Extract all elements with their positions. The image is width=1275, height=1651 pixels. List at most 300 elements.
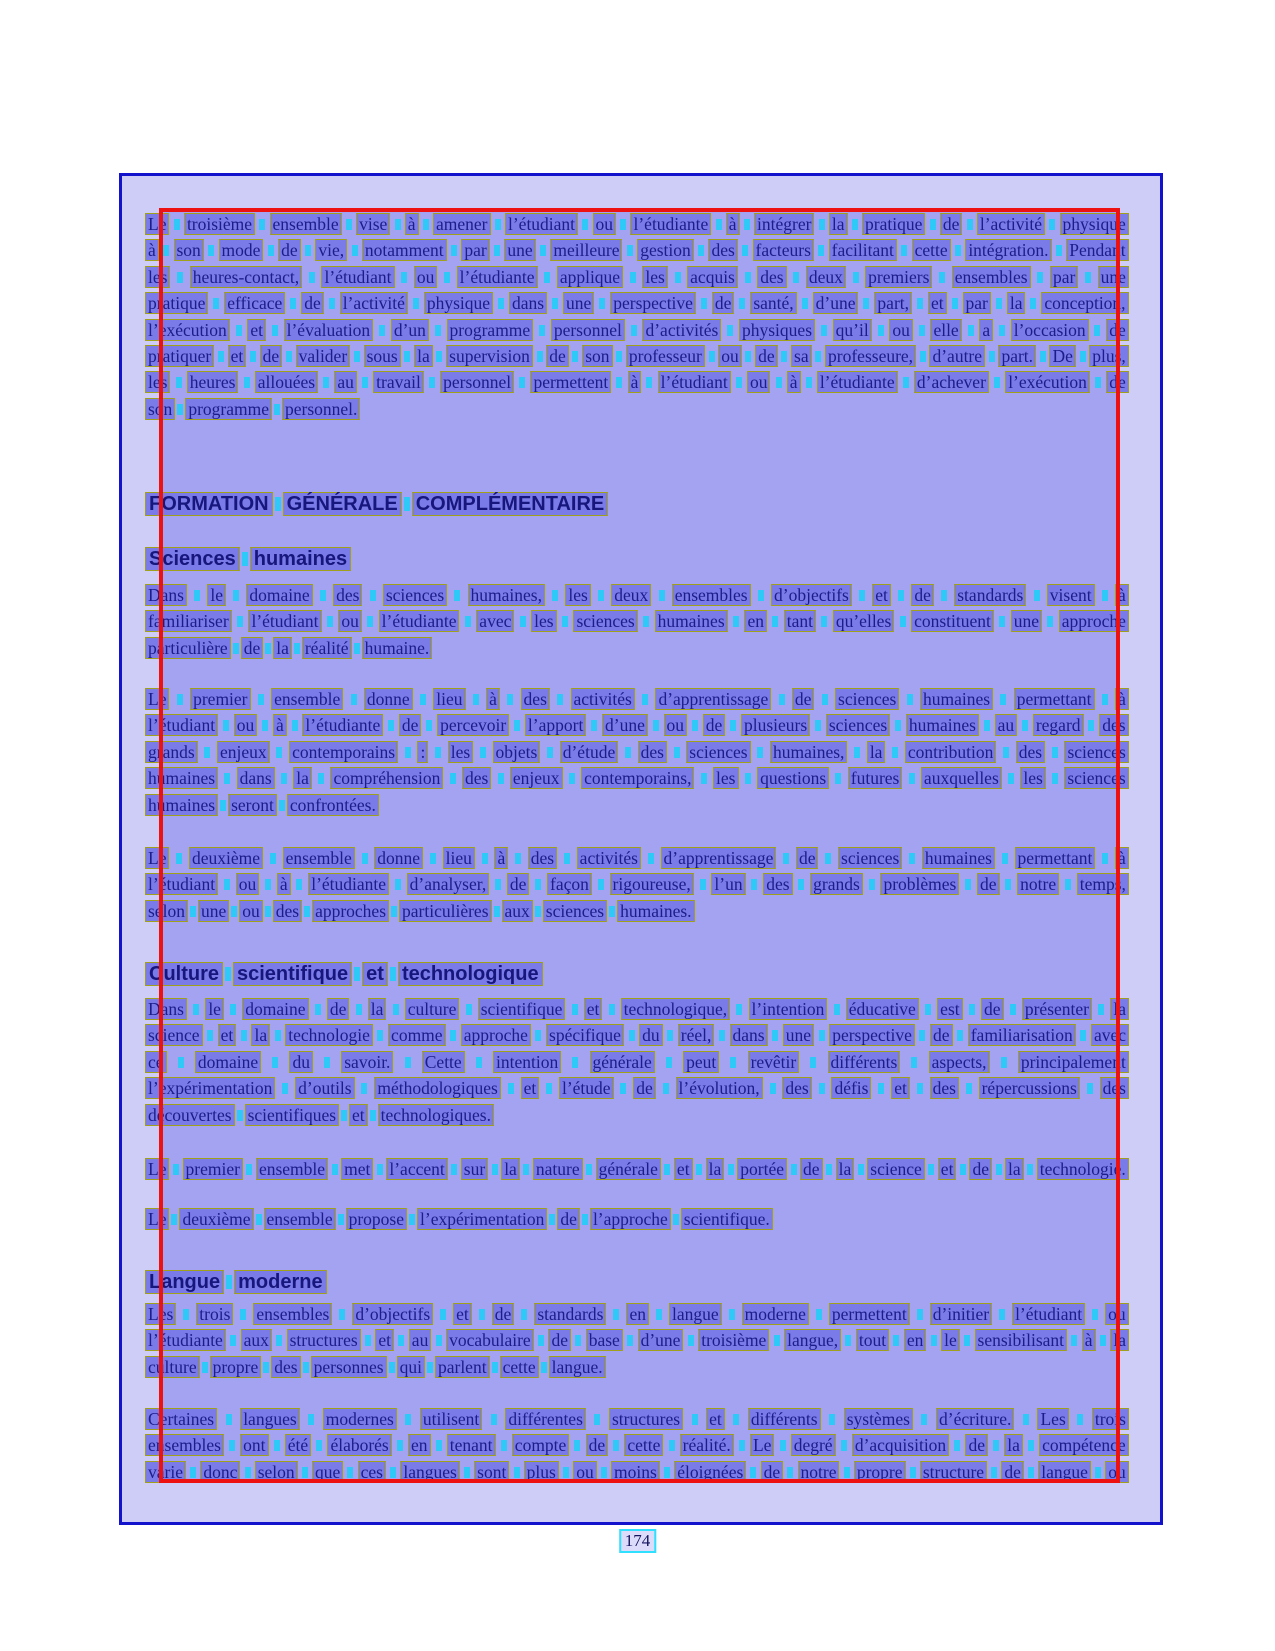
word: d’achever	[914, 371, 989, 393]
space-marker	[821, 325, 827, 336]
space-marker	[367, 616, 373, 627]
word: structure	[920, 1461, 987, 1483]
word: particulières	[399, 900, 491, 922]
space-marker	[1027, 1164, 1033, 1175]
word: de	[755, 345, 778, 367]
space-marker	[574, 1440, 580, 1451]
word: pratique	[145, 292, 208, 314]
word: l’étudiant	[321, 266, 394, 288]
word: méthodologiques	[374, 1077, 501, 1099]
word: les	[531, 610, 556, 632]
space-marker	[275, 497, 281, 511]
space-marker	[270, 853, 276, 864]
word: de	[492, 1303, 515, 1325]
word: moderne	[742, 1303, 809, 1325]
space-marker	[466, 1004, 472, 1015]
space-marker	[1100, 1335, 1106, 1346]
word: scientifiques	[245, 1104, 339, 1126]
space-marker	[921, 1414, 927, 1425]
space-marker	[354, 643, 360, 654]
word: compétence	[1039, 1434, 1129, 1456]
space-marker	[281, 773, 287, 784]
word: savoir.	[341, 1051, 393, 1073]
word: langue	[669, 1303, 722, 1325]
space-marker	[572, 1004, 578, 1015]
word: les	[145, 266, 170, 288]
paragraph	[145, 998, 1129, 1130]
space-marker	[501, 1440, 507, 1451]
word: d’une	[638, 1329, 684, 1351]
space-marker	[643, 616, 649, 627]
space-marker	[994, 377, 1000, 388]
word: premier	[183, 1158, 243, 1180]
word: elle	[930, 319, 961, 341]
word: activités	[571, 688, 635, 710]
word: vise	[356, 213, 390, 235]
word: deuxième	[179, 1208, 253, 1230]
space-marker	[451, 245, 457, 256]
paragraph	[145, 1158, 1129, 1184]
space-marker	[537, 351, 543, 362]
word: des	[1100, 1077, 1129, 1099]
space-marker	[709, 351, 715, 362]
space-marker	[362, 377, 368, 388]
space-marker	[361, 1083, 367, 1094]
word: culture	[405, 998, 460, 1020]
word: par	[1050, 266, 1078, 288]
word: de	[911, 584, 934, 606]
space-marker	[673, 1214, 679, 1225]
space-marker	[290, 298, 296, 309]
space-marker	[520, 616, 526, 627]
word: deux	[611, 584, 651, 606]
word: confrontées.	[287, 794, 379, 816]
space-marker	[853, 272, 859, 283]
space-marker	[815, 351, 821, 362]
word: à	[1115, 688, 1129, 710]
space-marker	[845, 1335, 851, 1346]
word: sciences	[686, 741, 750, 763]
word: de	[557, 1208, 580, 1230]
space-marker	[230, 1335, 236, 1346]
space-marker	[1102, 694, 1108, 705]
space-marker	[420, 694, 426, 705]
word: d’étude	[560, 741, 618, 763]
word: sensibilisant	[975, 1329, 1068, 1351]
word: permettent	[829, 1303, 910, 1325]
word: et	[584, 998, 603, 1020]
word: à	[273, 714, 287, 736]
space-marker	[646, 377, 652, 388]
space-marker	[993, 1440, 999, 1451]
word: vie,	[315, 239, 347, 261]
space-marker	[736, 377, 742, 388]
space-marker	[274, 404, 280, 415]
word: ou	[414, 266, 438, 288]
space-marker	[1071, 1335, 1077, 1346]
space-marker	[190, 906, 196, 917]
word: l’étudiante	[308, 873, 389, 895]
word: heures	[187, 371, 239, 393]
word: constituent	[911, 610, 994, 632]
space-marker	[701, 298, 707, 309]
word: l’étudiante	[817, 371, 898, 393]
word: mode	[219, 239, 264, 261]
space-marker	[308, 1414, 314, 1425]
word: de	[301, 292, 324, 314]
word: revêtir	[748, 1051, 800, 1073]
word: selon	[255, 1461, 298, 1483]
space-marker	[303, 1362, 309, 1373]
word: la	[706, 1158, 725, 1180]
space-marker	[302, 1467, 308, 1478]
space-marker	[616, 351, 622, 362]
space-marker	[964, 1335, 970, 1346]
word: aux	[241, 1329, 272, 1351]
space-marker	[316, 1440, 322, 1451]
word: d’une	[813, 292, 859, 314]
space-marker	[834, 1004, 840, 1015]
space-marker	[275, 1030, 281, 1041]
space-marker	[903, 377, 909, 388]
space-marker	[941, 590, 947, 601]
word: approches	[312, 900, 389, 922]
space-marker	[429, 377, 435, 388]
space-marker	[224, 879, 230, 890]
word: l’évaluation	[284, 319, 374, 341]
word: son	[174, 239, 204, 261]
word: la	[1007, 292, 1026, 314]
space-marker	[826, 1164, 832, 1175]
space-marker	[779, 694, 785, 705]
word: une	[504, 239, 535, 261]
space-marker	[909, 853, 915, 864]
space-marker	[952, 298, 958, 309]
word: le	[207, 584, 226, 606]
space-marker	[616, 377, 622, 388]
space-marker	[398, 1335, 404, 1346]
space-marker	[751, 879, 757, 890]
word: de	[241, 637, 264, 659]
space-marker	[1095, 1467, 1101, 1478]
word: d’objectifs	[352, 1303, 433, 1325]
space-marker	[999, 1309, 1005, 1320]
word: l’étude	[559, 1077, 614, 1099]
space-marker	[629, 1030, 635, 1041]
text-line	[145, 1208, 1129, 1234]
word: humaine.	[362, 637, 433, 659]
space-marker	[745, 773, 751, 784]
space-marker	[729, 1309, 735, 1320]
space-marker	[919, 325, 925, 336]
space-marker	[928, 1164, 934, 1175]
space-marker	[250, 351, 256, 362]
word: de	[800, 1158, 823, 1180]
space-marker	[397, 1440, 403, 1451]
space-marker	[535, 879, 541, 890]
word: Le	[145, 213, 169, 235]
text-line	[145, 319, 1129, 345]
space-marker	[696, 1164, 702, 1175]
paragraph	[145, 584, 1129, 663]
word: et	[453, 1303, 472, 1325]
space-marker	[930, 219, 936, 230]
space-marker	[256, 1214, 262, 1225]
word: à	[787, 371, 801, 393]
space-marker	[223, 720, 229, 731]
space-marker	[772, 1030, 778, 1041]
text-line	[145, 1024, 1129, 1050]
space-marker	[996, 298, 1002, 309]
word: au	[995, 714, 1018, 736]
space-marker	[582, 1214, 588, 1225]
word: de	[278, 239, 301, 261]
word: lieu	[443, 847, 475, 869]
space-marker	[547, 747, 553, 758]
word: parlent	[435, 1356, 490, 1378]
space-marker	[263, 1362, 269, 1373]
word: des	[708, 239, 737, 261]
word: de	[399, 714, 422, 736]
word: du	[289, 1051, 313, 1073]
word: la	[829, 213, 848, 235]
word: tout	[856, 1329, 889, 1351]
space-marker	[498, 773, 504, 784]
word: l’étudiant	[145, 714, 218, 736]
word: à	[277, 873, 291, 895]
space-marker	[858, 1164, 864, 1175]
space-marker	[276, 1335, 282, 1346]
word: Le	[145, 1208, 169, 1230]
word: scientifique.	[681, 1208, 773, 1230]
word: supervision	[446, 345, 533, 367]
word: conception,	[1041, 292, 1128, 314]
word: les	[565, 584, 590, 606]
word: humaines	[250, 547, 351, 571]
text-line	[145, 900, 1129, 926]
word: approche	[1059, 610, 1129, 632]
space-marker	[815, 720, 821, 731]
word: à	[486, 688, 500, 710]
space-marker	[521, 1309, 527, 1320]
word: futures	[848, 767, 903, 789]
word: d’objectifs	[771, 584, 852, 606]
word: et	[247, 319, 266, 341]
text-line	[145, 741, 1129, 767]
word: Culture	[145, 962, 223, 986]
word: Certaines	[145, 1408, 217, 1430]
space-marker	[625, 747, 631, 758]
space-marker	[825, 853, 831, 864]
word: Cette	[422, 1051, 465, 1073]
space-marker	[758, 590, 764, 601]
space-marker	[630, 272, 636, 283]
word: temps,	[1077, 873, 1129, 895]
word: cette	[912, 239, 951, 261]
space-marker	[774, 1335, 780, 1346]
word: domaine	[246, 584, 312, 606]
space-marker	[405, 1414, 411, 1425]
space-marker	[395, 879, 401, 890]
space-marker	[582, 219, 588, 230]
heading2	[145, 547, 1129, 573]
space-marker	[745, 351, 751, 362]
space-marker	[482, 853, 488, 864]
space-marker	[701, 773, 707, 784]
word: Sciences	[145, 547, 240, 571]
space-marker	[745, 272, 751, 283]
space-marker	[549, 1214, 555, 1225]
text-line	[145, 239, 1129, 265]
word: à	[494, 847, 508, 869]
space-marker	[900, 616, 906, 627]
paragraph	[145, 1208, 1129, 1234]
word: amener	[433, 213, 491, 235]
word: questions	[757, 767, 829, 789]
word: humaines,	[468, 584, 545, 606]
space-marker	[757, 747, 763, 758]
space-marker	[409, 1214, 415, 1225]
word: différents	[828, 1051, 901, 1073]
space-marker	[692, 1414, 698, 1425]
word: et	[706, 1408, 725, 1430]
space-marker	[541, 1362, 547, 1373]
word: l’étudiante	[145, 1329, 226, 1351]
space-marker	[354, 967, 360, 981]
space-marker	[274, 1440, 280, 1451]
word: percevoir	[437, 714, 509, 736]
word: et	[938, 1158, 957, 1180]
space-marker	[878, 325, 884, 336]
space-marker	[173, 1164, 179, 1175]
space-marker	[1056, 245, 1062, 256]
word: met	[341, 1158, 373, 1180]
space-marker	[772, 616, 778, 627]
word: humaines	[922, 847, 995, 869]
space-marker	[226, 1414, 232, 1425]
word: intégration.	[965, 239, 1051, 261]
word: Dans	[145, 584, 187, 606]
word: son	[582, 345, 612, 367]
space-marker	[793, 272, 799, 283]
word: le	[205, 998, 224, 1020]
text-line	[145, 371, 1129, 397]
space-marker	[598, 879, 604, 890]
word: permettant	[1015, 847, 1096, 869]
space-marker	[436, 1335, 442, 1346]
text-line	[145, 637, 1129, 663]
word: Le	[145, 688, 169, 710]
word: compréhension	[330, 767, 443, 789]
space-marker	[1003, 747, 1009, 758]
space-marker	[473, 694, 479, 705]
word: défis	[831, 1077, 871, 1099]
word: systèmes	[844, 1408, 913, 1430]
word: l’expérimentation	[417, 1208, 547, 1230]
space-marker	[339, 1309, 345, 1320]
space-marker	[508, 1083, 514, 1094]
word: physique	[424, 292, 493, 314]
space-marker	[362, 853, 368, 864]
word: enjeux	[510, 767, 563, 789]
word: des	[1099, 714, 1128, 736]
word: la	[368, 998, 387, 1020]
space-marker	[664, 1467, 670, 1478]
word: acquis	[687, 266, 738, 288]
word: notre	[1017, 873, 1059, 895]
space-marker	[742, 245, 748, 256]
word: science	[867, 1158, 925, 1180]
space-marker	[599, 298, 605, 309]
word: l’étudiant	[248, 610, 321, 632]
space-marker	[666, 1057, 672, 1068]
word: donne	[374, 847, 423, 869]
word: avec	[476, 610, 514, 632]
word: de	[548, 1329, 571, 1351]
word: propre	[854, 1461, 906, 1483]
space-marker	[226, 1275, 232, 1289]
paragraph	[145, 847, 1129, 926]
word: particulière	[145, 637, 231, 659]
space-marker	[1087, 1083, 1093, 1094]
space-marker	[370, 1110, 376, 1121]
word: standards	[534, 1303, 606, 1325]
space-marker	[869, 879, 875, 890]
word: est	[937, 998, 962, 1020]
word: à	[1115, 847, 1129, 869]
word: ensembles	[145, 1434, 224, 1456]
space-marker	[388, 720, 394, 731]
paragraph	[145, 213, 1129, 424]
word: programme	[447, 319, 534, 341]
word: perspective	[610, 292, 696, 314]
space-marker	[492, 1164, 498, 1175]
space-marker	[739, 1440, 745, 1451]
space-marker	[557, 694, 563, 705]
word: De	[1049, 345, 1075, 367]
word: humaines,	[770, 741, 847, 763]
word: langue.	[549, 1356, 606, 1378]
space-marker	[491, 1414, 497, 1425]
space-marker	[893, 1335, 899, 1346]
word: valider	[296, 345, 351, 367]
space-marker	[996, 1164, 1002, 1175]
space-marker	[176, 377, 182, 388]
space-marker	[237, 1110, 243, 1121]
space-marker	[1080, 1030, 1086, 1041]
word: et	[891, 1077, 910, 1099]
word: selon	[145, 900, 188, 922]
word: aux	[502, 900, 533, 922]
word: générale	[596, 1158, 661, 1180]
space-marker	[674, 747, 680, 758]
space-marker	[878, 1083, 884, 1094]
space-marker	[237, 616, 243, 627]
word: moderne	[234, 1270, 326, 1294]
word: tenant	[447, 1434, 496, 1456]
word: et	[362, 962, 388, 986]
word: d’un	[391, 319, 429, 341]
word: d’outils	[295, 1077, 354, 1099]
word: de	[712, 292, 735, 314]
word: l’étudiant	[658, 371, 731, 393]
space-marker	[564, 853, 570, 864]
text-line	[145, 873, 1129, 899]
word: de	[965, 1434, 988, 1456]
word: et	[674, 1158, 693, 1180]
word: pratiquer	[145, 345, 214, 367]
word: découvertes	[145, 1104, 235, 1126]
